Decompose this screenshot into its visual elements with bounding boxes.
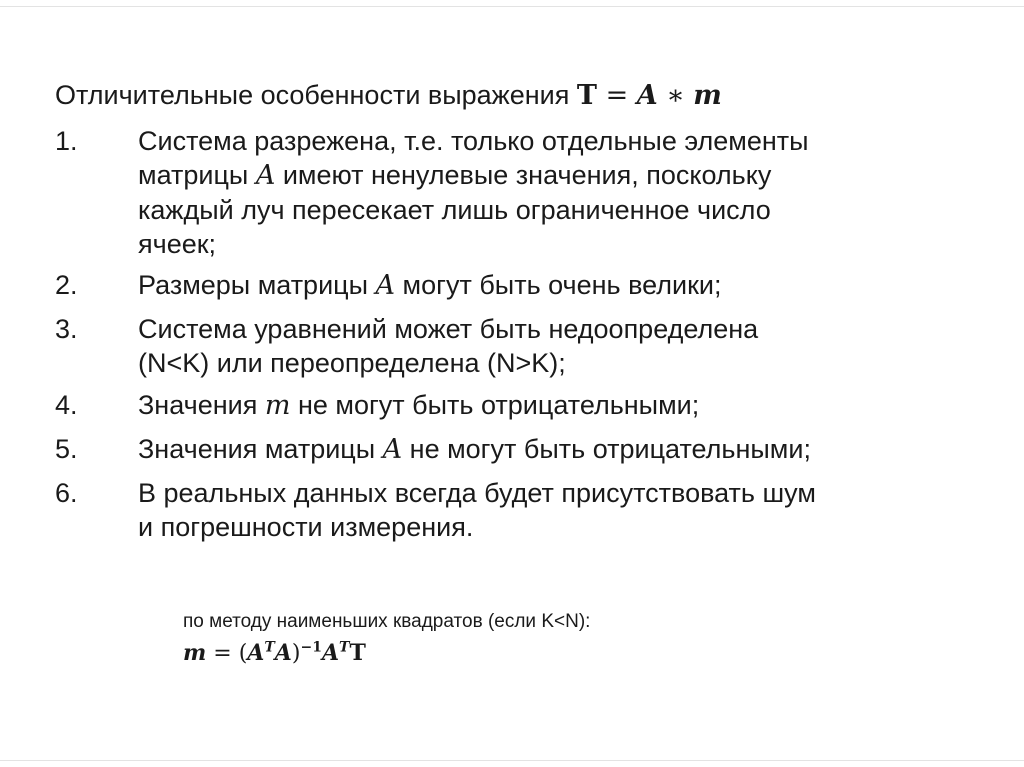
item-number: 3. [55, 314, 78, 344]
eq-m: m [693, 80, 722, 111]
list-item [55, 268, 975, 303]
item-text [138, 312, 968, 380]
formula-a: A [247, 640, 265, 666]
bottom-divider [0, 760, 1024, 761]
variable-a: A [375, 270, 396, 301]
eq-lhs: T [576, 80, 597, 111]
item-line [138, 432, 968, 467]
least-squares-formula [183, 639, 366, 668]
list-item [55, 476, 975, 544]
item-line [138, 388, 968, 423]
item-line [138, 158, 968, 193]
item-text [138, 476, 968, 544]
line-part: могут быть очень велики; [395, 270, 722, 300]
line-part: не могут быть отрицательными; [290, 390, 700, 420]
slide-title [55, 78, 722, 113]
formula-a: A [321, 640, 340, 666]
formula-eq: = ( [206, 641, 248, 666]
variable-a: A [255, 160, 276, 191]
variable-m: m [264, 390, 291, 421]
item-line: Система уравнений может быть недоопределена [138, 314, 759, 344]
formula-t: T [349, 640, 366, 666]
line-part: Значения матрицы [138, 434, 383, 464]
variable-a: A [382, 434, 403, 465]
item-number: 2. [55, 270, 78, 300]
top-divider [0, 6, 1024, 7]
method-label: по методу наименьших квадратов (если K<N): [183, 611, 591, 632]
formula-inverse: −1 [300, 639, 322, 656]
item-text [138, 388, 968, 423]
formula-close: ) [291, 641, 301, 666]
item-line [138, 268, 968, 303]
item-number: 1. [55, 126, 78, 156]
eq-equals: = [605, 80, 629, 111]
line-part: Значения [138, 390, 265, 420]
list-item [55, 312, 975, 380]
item-number: 4. [55, 390, 78, 420]
formula-transpose: T [264, 639, 275, 656]
line-part: матрицы [138, 160, 256, 190]
formula-transpose: T [339, 639, 350, 656]
item-line: каждый луч пересекает лишь ограниченное число [138, 195, 771, 225]
title-equation [577, 80, 722, 111]
item-line: В реальных данных всегда будет присутствовать шум [138, 478, 816, 508]
line-part: не могут быть отрицательными; [402, 434, 811, 464]
eq-operator: ∗ [666, 80, 685, 111]
formula-m: m [183, 640, 207, 666]
line-part: Размеры матрицы [138, 270, 376, 300]
item-number: 6. [55, 478, 78, 508]
line-part: имеют ненулевые значения, поскольку [275, 160, 772, 190]
formula-a: A [274, 640, 292, 666]
title-text: Отличительные особенности выражения [55, 80, 570, 110]
item-number: 5. [55, 434, 78, 464]
list-item [55, 124, 975, 261]
item-line: Система разрежена, т.е. только отдельные элементы [138, 126, 809, 156]
list-item [55, 388, 975, 423]
list-item [55, 432, 975, 467]
eq-a: A [636, 80, 658, 111]
item-line: (N<K) или переопределена (N>K); [138, 348, 566, 378]
item-line: и погрешности измерения. [138, 512, 474, 542]
item-text [138, 268, 968, 303]
item-text [138, 124, 968, 261]
item-text [138, 432, 968, 467]
item-line: ячеек; [138, 229, 217, 259]
